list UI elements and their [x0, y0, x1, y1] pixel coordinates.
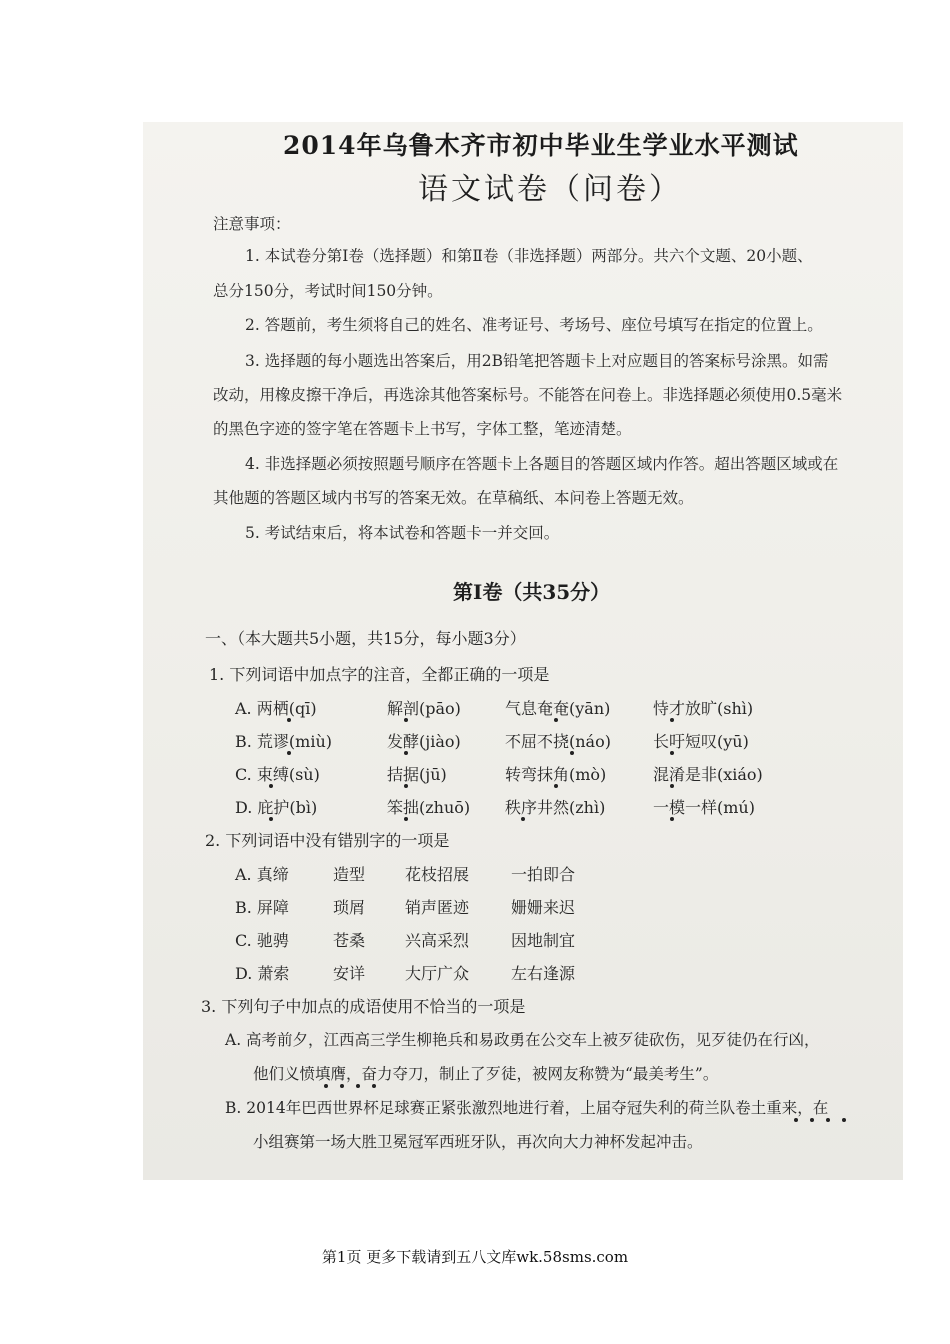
- emphasis-dot: [810, 1118, 814, 1122]
- notice-line-8: 其他题的答题区域内书写的答案无效。在草稿纸、本问卷上答题无效。: [213, 489, 694, 507]
- q2-option-c-4: 因地制宜: [511, 931, 576, 950]
- notice-line-4: 3. 选择题的每小题选出答案后，用2B铅笔把答题卡上对应题目的答案标号涂黑。如需: [245, 352, 829, 370]
- notice-line-2: 总分150分，考试时间150分钟。: [213, 282, 443, 300]
- q1-stem: 1. 下列词语中加点字的注音，全都正确的一项是: [209, 665, 550, 684]
- emphasis-dot: [324, 1084, 328, 1088]
- q2-option-a-2: 造型: [333, 865, 366, 884]
- q2-option-b-4: 姗姗来迟: [511, 898, 576, 917]
- q1-option-a-2: 解剖(pāo): [387, 699, 461, 718]
- q1-option-c-4: 混淆是非(xiáo): [653, 765, 763, 784]
- emphasis-dot: [842, 1118, 846, 1122]
- emphasis-dot: [521, 817, 525, 821]
- page-footer: 第1页 更多下载请到五八文库wk.58sms.com: [321, 1248, 629, 1266]
- q1-option-a-3: 气息奄奄(yān): [505, 699, 611, 718]
- q2-stem: 2. 下列词语中没有错别字的一项是: [205, 831, 450, 850]
- notice-heading: 注意事项：: [213, 215, 291, 233]
- notice-line-9: 5. 考试结束后，将本试卷和答题卡一并交回。: [245, 524, 560, 542]
- q1-option-b-4: 长吁短叹(yū): [653, 732, 749, 751]
- emphasis-dot: [269, 817, 273, 821]
- q3-option-b-line1: B. 2014年巴西世界杯足球赛正紧张激烈地进行着，上届夺冠失利的荷兰队卷土重来，在: [225, 1099, 829, 1117]
- q2-option-c-1: C. 驰骋: [235, 931, 289, 950]
- q2-option-d-2: 安详: [333, 964, 366, 983]
- emphasis-dot: [670, 817, 674, 821]
- emphasis-dot: [404, 784, 408, 788]
- emphasis-dot: [269, 784, 273, 788]
- q2-option-b-2: 琐屑: [333, 898, 366, 917]
- emphasis-dot: [287, 718, 291, 722]
- emphasis-dot: [670, 784, 674, 788]
- q1-option-d-4: 一模一样(mú): [653, 798, 755, 817]
- scanned-exam-photo: [143, 122, 903, 1180]
- q2-option-c-3: 兴高采烈: [405, 931, 470, 950]
- q1-option-a-4: 恃才放旷(shì): [653, 699, 754, 718]
- q1-option-d-3: 秩序井然(zhì): [505, 798, 606, 817]
- notice-line-3: 2. 答题前，考生须将自己的姓名、准考证号、考场号、座位号填写在指定的位置上。: [245, 316, 823, 334]
- emphasis-dot: [670, 751, 674, 755]
- notice-line-7: 4. 非选择题必须按照题号顺序在答题卡上各题目的答题区域内作答。超出答题区域或在: [245, 455, 839, 473]
- q3-option-b-line2: 小组赛第一场大胜卫冕冠军西班牙队，再次向大力神杯发起冲击。: [253, 1133, 703, 1151]
- notice-line-1: 1. 本试卷分第Ⅰ卷（选择题）和第Ⅱ卷（非选择题）两部分。共六个文题、20小题、: [245, 247, 813, 265]
- emphasis-dot: [670, 718, 674, 722]
- q3-stem: 3. 下列句子中加点的成语使用不恰当的一项是: [201, 997, 526, 1016]
- q1-option-c-2: 拮据(jū): [387, 765, 447, 784]
- emphasis-dot: [340, 1084, 344, 1088]
- part-heading: 一、（本大题共5小题，共15分，每小题3分）: [205, 629, 526, 648]
- section-title: 第Ⅰ卷（共35分）: [453, 580, 611, 604]
- emphasis-dot: [372, 1084, 376, 1088]
- q1-option-c-1: C. 束缚(sù): [235, 765, 320, 784]
- q1-option-d-2: 笨拙(zhuō): [387, 798, 471, 817]
- notice-line-5: 改动，用橡皮擦干净后，再选涂其他答案标号。不能答在问卷上。非选择题必须使用0.5毫米: [213, 386, 843, 404]
- exam-subtitle: 语文试卷（问卷）: [418, 172, 682, 207]
- q1-option-a-1: A. 两栖(qī): [235, 699, 317, 718]
- q1-option-b-1: B. 荒谬(miù): [235, 732, 333, 751]
- q2-option-a-4: 一拍即合: [511, 865, 576, 884]
- q2-option-c-2: 苍桑: [333, 931, 366, 950]
- q2-option-d-3: 大厅广众: [405, 964, 470, 983]
- emphasis-dot: [570, 751, 574, 755]
- q2-option-a-1: A. 真缔: [235, 865, 289, 884]
- emphasis-dot: [404, 817, 408, 821]
- q2-option-d-4: 左右逢源: [511, 964, 576, 983]
- emphasis-dot: [287, 751, 291, 755]
- emphasis-dot: [794, 1118, 798, 1122]
- emphasis-dot: [826, 1118, 830, 1122]
- exam-title: 2014年乌鲁木齐市初中毕业生学业水平测试: [283, 131, 799, 160]
- emphasis-dot: [356, 1084, 360, 1088]
- q1-option-d-1: D. 庇护(bì): [235, 798, 318, 817]
- q1-option-b-2: 发酵(jiào): [387, 732, 461, 751]
- emphasis-dot: [554, 718, 558, 722]
- q2-option-b-3: 销声匿迹: [405, 898, 470, 917]
- q3-option-a-line1: A. 高考前夕，江西高三学生柳艳兵和易政勇在公交车上被歹徒砍伤，见歹徒仍在行凶，: [225, 1031, 820, 1049]
- notice-line-6: 的黑色字迹的签字笔在答题卡上书写，字体工整，笔迹清楚。: [213, 420, 632, 438]
- q2-option-d-1: D. 萧索: [235, 964, 290, 983]
- emphasis-dot: [404, 718, 408, 722]
- q1-option-b-3: 不屈不挠(náo): [505, 732, 611, 751]
- q1-option-c-3: 转弯抹角(mò): [505, 765, 607, 784]
- q3-option-a-line2: 他们义愤填膺，奋力夺刀，制止了歹徒，被网友称赞为“最美考生”。: [253, 1065, 719, 1083]
- q2-option-b-1: B. 屏障: [235, 898, 289, 917]
- emphasis-dot: [404, 751, 408, 755]
- q2-option-a-3: 花枝招展: [405, 865, 470, 884]
- emphasis-dot: [554, 784, 558, 788]
